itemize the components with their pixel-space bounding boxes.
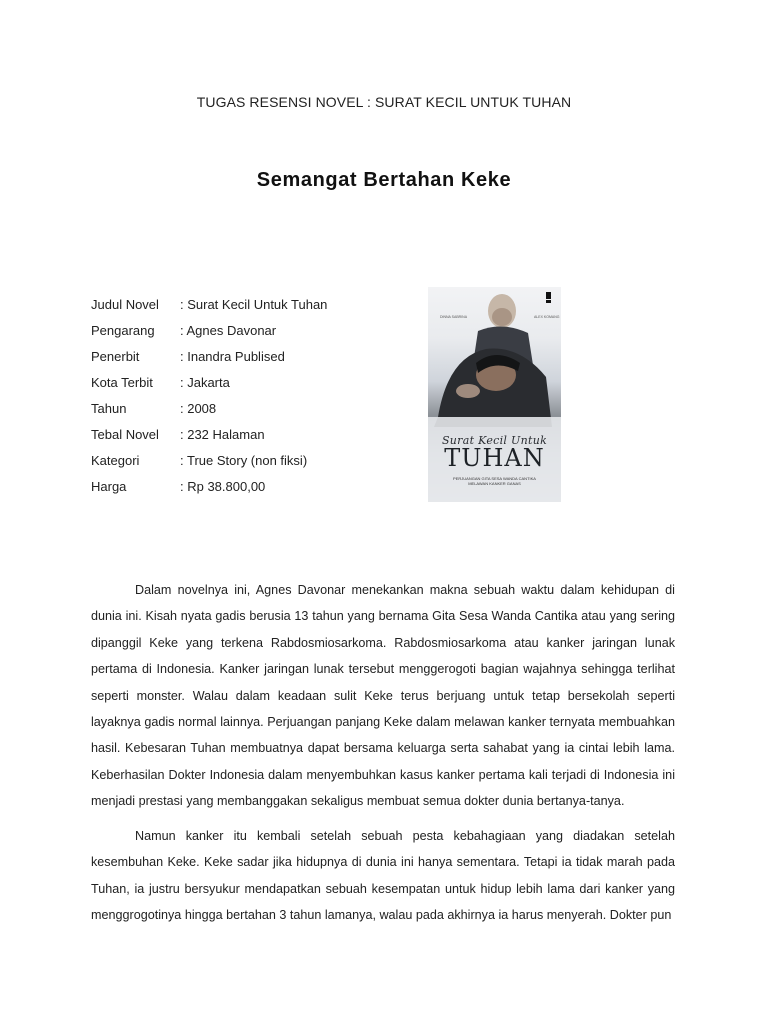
info-label: Penerbit xyxy=(91,349,140,364)
info-value: : Agnes Davonar xyxy=(180,323,277,338)
info-value: : Surat Kecil Untuk Tuhan xyxy=(180,297,328,312)
info-row xyxy=(91,348,391,374)
info-label: Kota Terbit xyxy=(91,375,153,390)
hand xyxy=(456,384,480,398)
cover-credit-right: ALEX KOMANG xyxy=(534,315,560,319)
cover-title-script: Surat Kecil Untuk xyxy=(441,434,548,447)
info-row xyxy=(91,478,391,504)
info-row xyxy=(91,322,391,348)
info-row xyxy=(91,400,391,426)
info-value: : Rp 38.800,00 xyxy=(180,479,266,494)
info-value: : Inandra Publised xyxy=(180,349,285,364)
info-value: : True Story (non fiksi) xyxy=(180,453,308,468)
info-row xyxy=(91,374,391,400)
review-headline: Semangat Bertahan Keke xyxy=(256,169,512,191)
info-row xyxy=(91,296,391,322)
cover-subtitle-line: MELAWAN KANKER GANAS xyxy=(468,481,521,486)
info-value: : 232 Halaman xyxy=(180,427,265,442)
cover-credit-left: DINNA SABRINA xyxy=(440,315,468,319)
info-row xyxy=(91,452,391,478)
paragraph-text: Dalam novelnya ini, Agnes Davonar menekankan makna sebuah waktu dalam kehidupan di dunia ini. Kisah nyata gadis berusia 13 tahun yang bernama Gita Sesa Wanda Cantika atau yang sering dipanggil Keke yang terkena Rabdosmiosarkoma. Rabdosmiosarkoma atau kanker jaringan lunak pertama di Indonesia. Kanker jaringan lunak tersebut menggerogoti bagian wajahnya sehingga terlihat seperti monster. Walau dalam keadaan sulit Keke terus berjuang untuk tetap bersekolah seperti layaknya gadis normal lainnya. Perjuangan panjang Keke dalam melawan kanker ternyata membuahkan hasil. Kebesaran Tuhan membuatnya dapat bersama keluarga serta sahabat yang ia cintai lebih lama. Keberhasilan Dokter Indonesia dalam menyembuhkan kasus kanker pertama kali terjadi di Indonesia ini menjadi prestasi yang membanggakan sekaligus membuat semua dokter dunia bertanya-tanya. xyxy=(91,583,675,809)
cover-subtitle xyxy=(428,476,561,486)
info-value: : 2008 xyxy=(180,401,217,416)
cover-subtitle-line: PERJUANGAN GITA SESA WANDA CANTIKA xyxy=(453,476,536,481)
paragraph-text: Namun kanker itu kembali setelah sebuah pesta kebahagiaan yang diadakan setelah kesembuhan Keke. Keke sadar jika hidupnya di dunia ini hanya sementara. Tetapi ia tidak marah pada Tuhan, ia justru bersyukur mendapatkan sebuah kesempatan untuk hidup lebih lama dari kanker yang menggrogotinya hingga bertahan 3 tahun lamanya, walau pada akhirnya ia harus menyerah. Dokter pun xyxy=(91,829,675,923)
info-label: Pengarang xyxy=(91,323,155,338)
body-paragraph-2 xyxy=(91,823,675,929)
book-info-table xyxy=(91,296,391,504)
info-row xyxy=(91,426,391,452)
info-label: Judul Novel xyxy=(91,297,159,312)
assignment-title: TUGAS RESENSI NOVEL : SURAT KECIL UNTUK TUHAN xyxy=(196,94,572,110)
info-label: Tahun xyxy=(91,401,127,416)
info-label: Tebal Novel xyxy=(91,427,159,442)
info-label: Harga xyxy=(91,479,127,494)
publisher-logo-icon xyxy=(546,292,551,299)
info-label: Kategori xyxy=(91,453,140,468)
cover-title-main: TUHAN xyxy=(444,444,545,472)
info-value: : Jakarta xyxy=(180,375,230,390)
book-cover-image xyxy=(428,287,561,502)
body-paragraph-1 xyxy=(91,577,675,815)
